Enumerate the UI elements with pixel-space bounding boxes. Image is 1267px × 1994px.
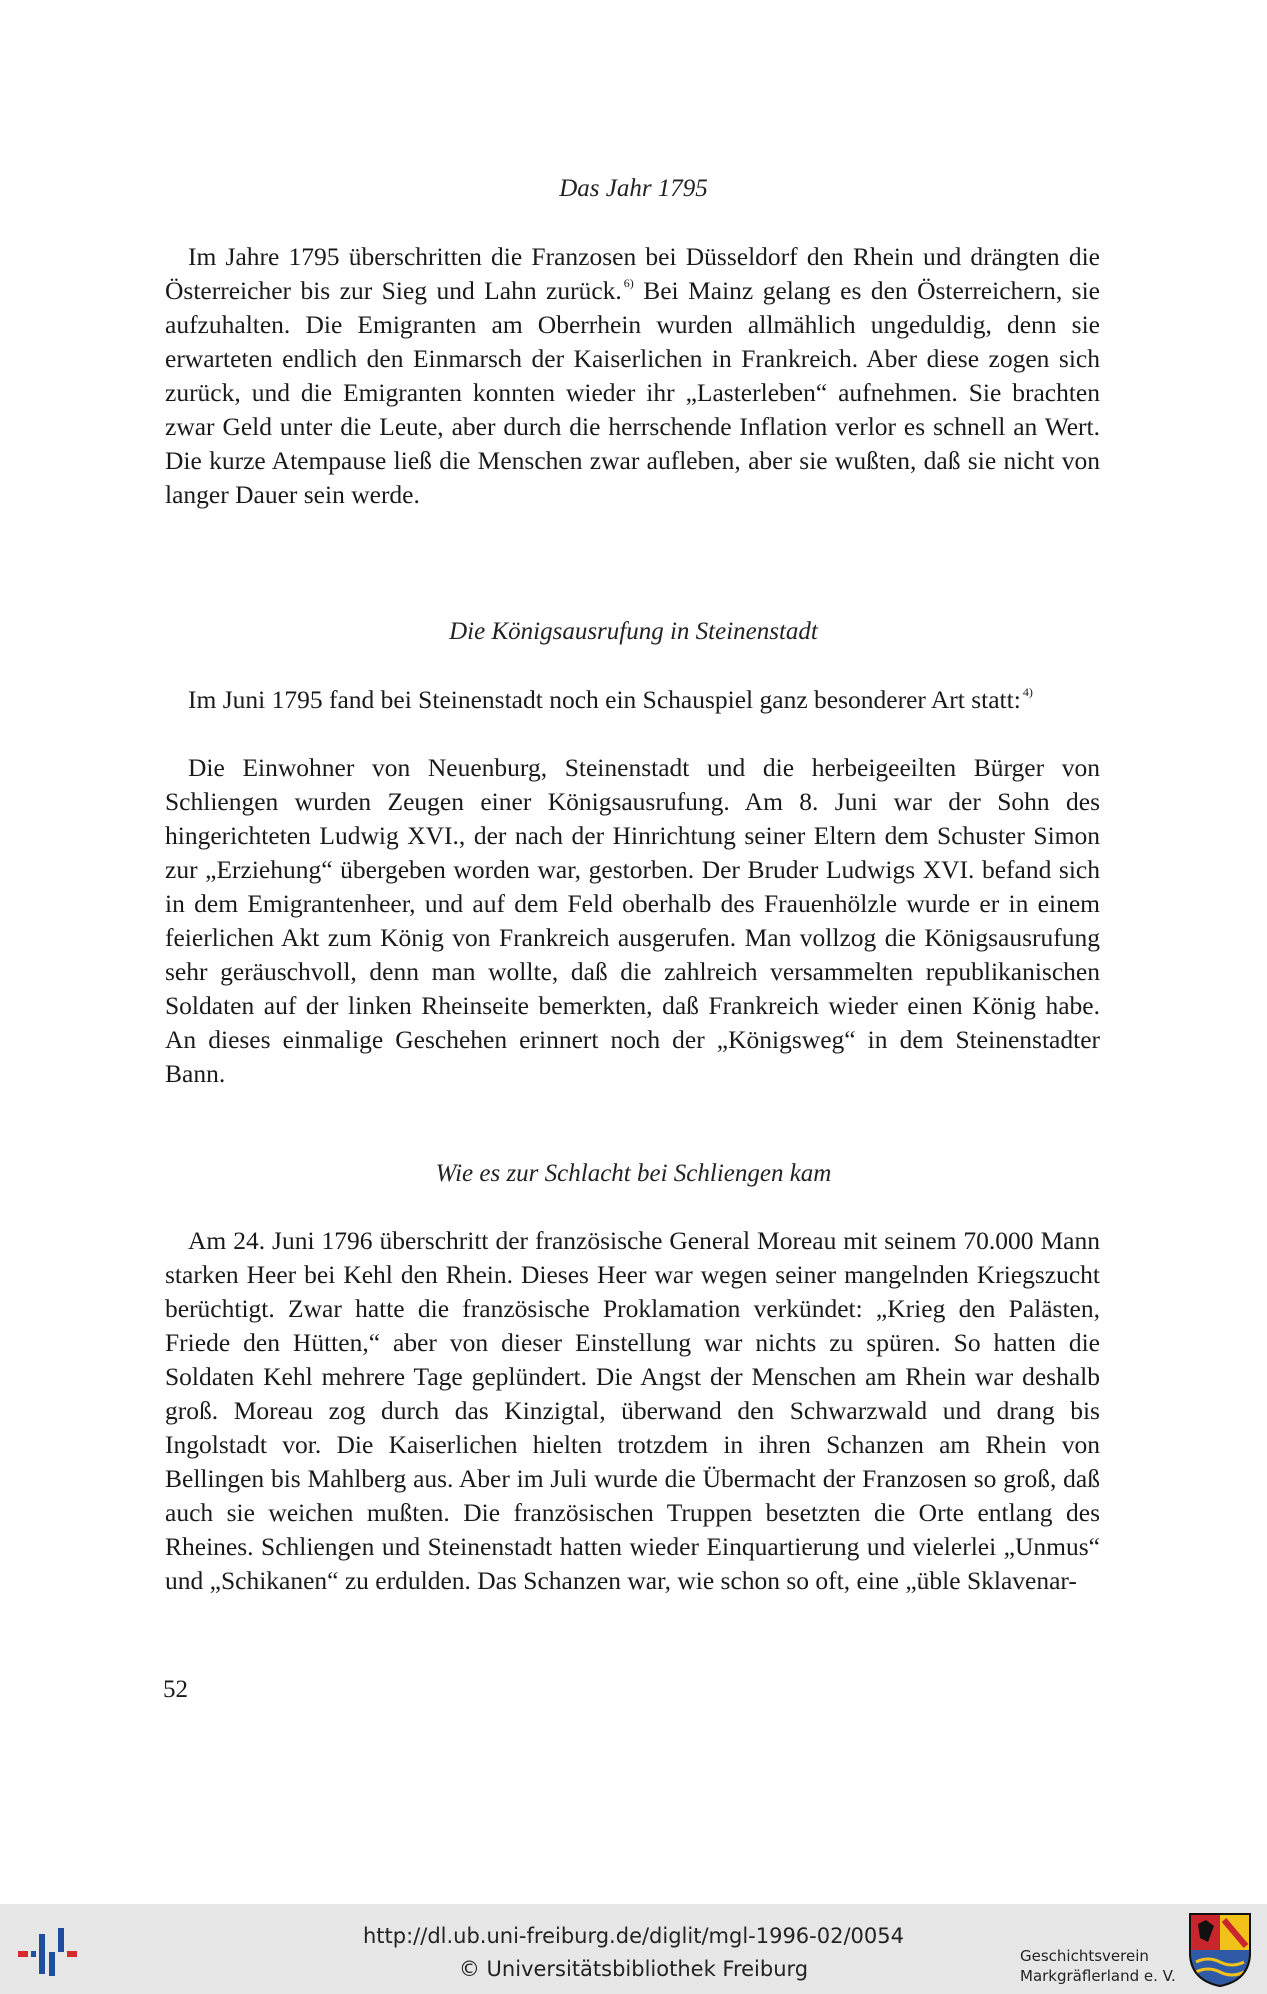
section-heading: Die Königsausrufung in Steinenstadt [449,618,818,645]
footnote-marker: 4) [1022,685,1033,699]
footer-bar [0,1904,1267,1994]
footnote-marker: 6) [623,276,634,290]
section-heading: Wie es zur Schlacht bei Schliengen kam [435,1160,832,1187]
document-url-link[interactable]: http://dl.ub.uni-freiburg.de/diglit/mgl-1996-02/0054 [362,1924,904,1948]
coat-of-arms-icon [1188,1912,1252,1988]
section-heading: Das Jahr 1795 [559,175,708,202]
copyright-text: © Universitätsbibliothek Freiburg [458,1957,809,1981]
paragraph: Am 24. Juni 1796 überschritt der französische General Moreau mit seinem 70.000 Mann starken Heer bei Kehl den Rhein. Dieses Heer war wegen seiner mangelnden Kriegszucht berüchtigt. Zwar hatte die französische Proklamation verkündet: „Krieg den Palästen, Friede den Hütten,“ aber von dieser Einstellung war nichts zu spüren. So hatten die Soldaten Kehl mehrere Tage geplündert. Die Angst der Menschen am Rhein war deshalb groß. Moreau zog durch das Kinzigtal, überwand den Schwarzwald und drang bis Ingolstadt vor. Die Kaiserlichen hielten trotzdem in ihren Schanzen am Rhein von Bellingen bis Mahlberg aus. Aber im Juli wurde die Übermacht der Franzosen so groß, daß auch sie weichen mußten. Die französischen Truppen besetzten die Orte entlang des Rheines. Schliengen und Steinenstadt hatten wieder Einquartierung und vielerlei „Unmus“ und „Schikanen“ zu erdulden. Das Schanzen war, wie schon so oft, eine „üble Sklavenar- [165,1226,1100,1595]
paragraph: Die Einwohner von Neuenburg, Steinenstadt und die herbeigeeilten Bürger von Schliengen wurden Zeugen einer Königsausrufung. Am 8. Juni war der Sohn des hingerichteten Ludwig XVI., der nach der Hinrichtung seiner Eltern dem Schuster Simon zur „Erziehung“ übergeben worden war, gestorben. Der Bruder Ludwigs XVI. befand sich in dem Emigrantenheer, und auf dem Feld oberhalb des Frauenhölzle wurde er in einem feierlichen Akt zum König von Frankreich ausgerufen. Man vollzog die Königsausrufung sehr geräuschvoll, denn man wollte, daß die zahlreich versammelten republikanischen Soldaten auf der linken Rheinseite bemerkten, daß Frankreich wieder einen König habe. An dieses einmalige Geschehen erinnert noch der „Königsweg“ in dem Steinenstadter Bann. [165,753,1100,1088]
page-number: 52 [163,1676,188,1703]
paragraph: Im Jahre 1795 überschritten die Franzosen bei Düsseldorf den Rhein und drängten die Österreicher bis zur Sieg und Lahn zurück. $^{6)}$ Bei Mainz gelang es den Österreichern, sie aufzuhalten. Die Emigranten am Oberrhein wurden allmählich ungeduldig, denn sie erwarteten endlich den Einmarsch der Kaiserlichen in Frankreich. Aber diese zogen sich zurück, und die Emigranten konnten wieder ihr „Lasterleben“ aufnehmen. Sie brachten zwar Geld unter die Leute, aber durch die herrschende Inflation verlor es schnell an Wert. Die kurze Atempause ließ die Menschen zwar aufleben, aber sie wußten, daß sie nicht von langer Dauer sein werde. [165,242,1100,509]
society-name: Geschichtsverein Markgräflerland e. V. [1020,1947,1176,1985]
paragraph: Im Juni 1795 fand bei Steinenstadt noch ein Schauspiel ganz besonderer Art statt: $^{4)}$ [188,685,1033,714]
